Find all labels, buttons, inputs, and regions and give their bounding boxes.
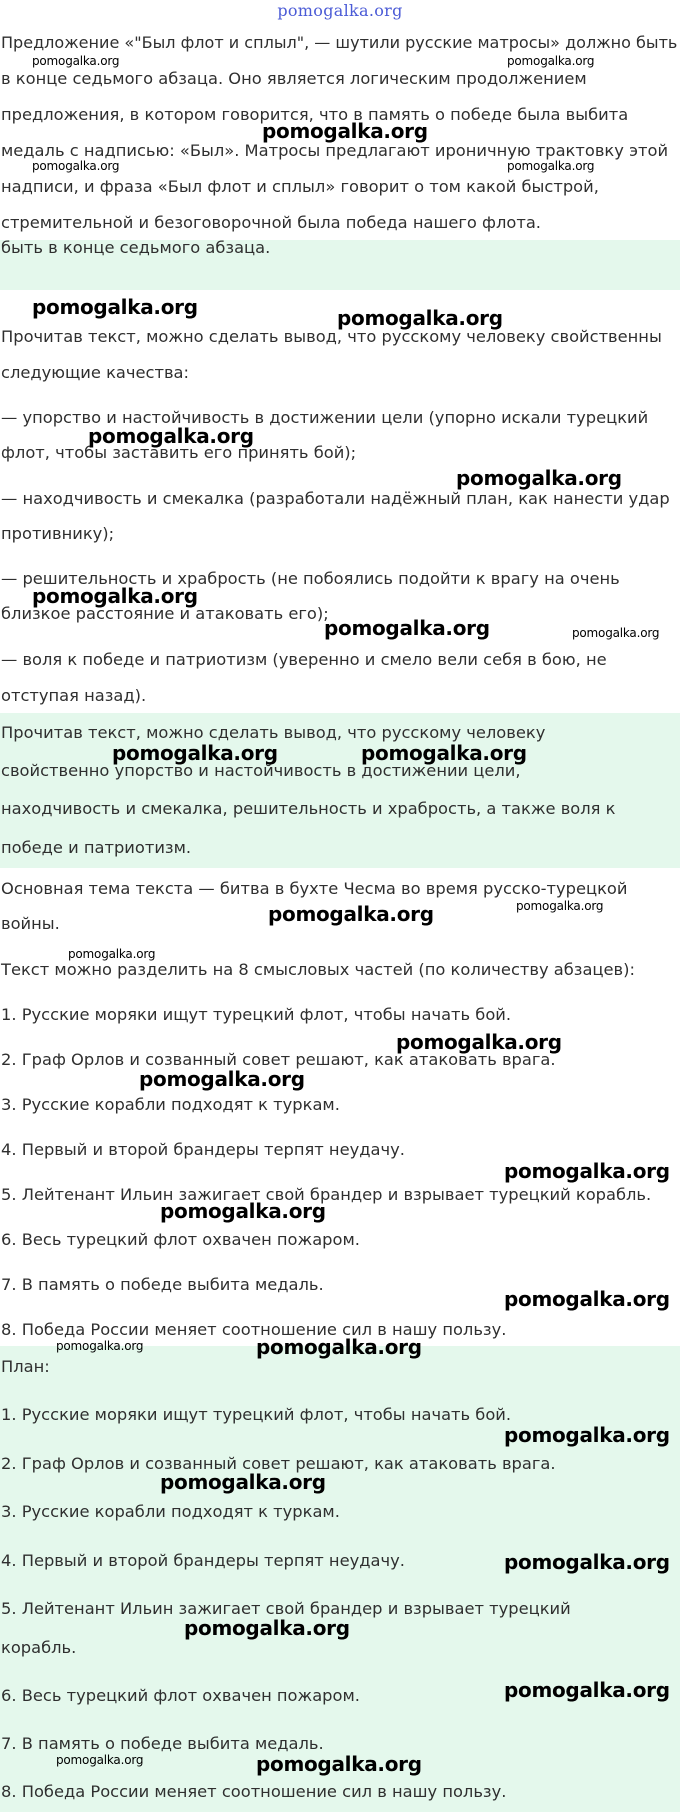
list-item: 4. Первый и второй брандеры терпят неудачу.: [1, 1140, 405, 1159]
watermark: pomogalka.org: [456, 466, 622, 490]
watermark: pomogalka.org: [139, 1067, 305, 1091]
watermark: pomogalka.org: [504, 1678, 670, 1702]
paragraph-line: следующие качества:: [1, 363, 190, 382]
watermark: pomogalka.org: [56, 1753, 144, 1767]
list-item: противнику);: [1, 524, 115, 543]
answer-text: находчивость и смекалка, решительность и храбрость, а также воля к: [1, 799, 616, 818]
paragraph-line: Основная тема текста — битва в бухте Чесма во время русско-турецкой: [1, 879, 628, 898]
plan-item: 6. Весь турецкий флот охвачен пожаром.: [1, 1686, 360, 1705]
watermark: pomogalka.org: [88, 424, 254, 448]
list-item: — решительность и храбрость (не побоялись подойти к врагу на очень: [1, 569, 620, 588]
paragraph-line: Прочитав текст, можно сделать вывод, что русскому человеку свойственны: [1, 327, 662, 346]
watermark: pomogalka.org: [396, 1030, 562, 1054]
paragraph-line: стремительной и безоговорочной была победа нашего флота.: [1, 213, 541, 232]
plan-item: корабль.: [1, 1638, 77, 1657]
watermark: pomogalka.org: [504, 1159, 670, 1183]
watermark: pomogalka.org: [361, 741, 527, 765]
plan-item: 2. Граф Орлов и созванный совет решают, как атаковать врага.: [1, 1454, 556, 1473]
watermark: pomogalka.org: [504, 1423, 670, 1447]
list-item: 5. Лейтенант Ильин зажигает свой брандер и взрывает турецкий корабль.: [1, 1185, 652, 1204]
watermark: pomogalka.org: [32, 54, 120, 68]
watermark: pomogalka.org: [32, 295, 198, 319]
plan-item: 4. Первый и второй брандеры терпят неудачу.: [1, 1551, 405, 1570]
watermark: pomogalka.org: [160, 1470, 326, 1494]
plan-heading: План:: [1, 1357, 50, 1376]
watermark: pomogalka.org: [504, 1287, 670, 1311]
paragraph-line: предложения, в котором говорится, что в память о победе была выбита: [1, 105, 629, 124]
paragraph-line: медаль с надписью: «Был». Матросы предлагают ироничную трактовку этой: [1, 141, 669, 160]
paragraph-line: войны.: [1, 914, 60, 933]
watermark: pomogalka.org: [256, 1335, 422, 1359]
watermark: pomogalka.org: [504, 1550, 670, 1574]
list-item: 6. Весь турецкий флот охвачен пожаром.: [1, 1230, 360, 1249]
watermark: pomogalka.org: [184, 1616, 350, 1640]
plan-item: 7. В память о победе выбита медаль.: [1, 1734, 324, 1753]
answer-text: победе и патриотизм.: [1, 838, 192, 857]
watermark: pomogalka.org: [268, 902, 434, 926]
list-item: 7. В память о победе выбита медаль.: [1, 1275, 324, 1294]
plan-item: 1. Русские моряки ищут турецкий флот, чтобы начать бой.: [1, 1405, 512, 1424]
list-item: 8. Победа России меняет соотношение сил в нашу пользу.: [1, 1320, 507, 1339]
plan-item: 8. Победа России меняет соотношение сил в нашу пользу.: [1, 1782, 507, 1801]
plan-item: 5. Лейтенант Ильин зажигает свой брандер и взрывает турецкий: [1, 1599, 571, 1618]
watermark: pomogalka.org: [160, 1199, 326, 1223]
list-item: флот, чтобы заставить его принять бой);: [1, 443, 357, 462]
watermark: pomogalka.org: [262, 119, 428, 143]
watermark: pomogalka.org: [56, 1339, 144, 1353]
watermark: pomogalka.org: [507, 54, 595, 68]
watermark: pomogalka.org: [324, 616, 490, 640]
list-item: близкое расстояние и атаковать его);: [1, 604, 329, 623]
list-item: 3. Русские корабли подходят к туркам.: [1, 1095, 340, 1114]
list-item: — находчивость и смекалка (разработали надёжный план, как нанести удар: [1, 489, 670, 508]
watermark: pomogalka.org: [112, 741, 278, 765]
watermark: pomogalka.org: [32, 584, 198, 608]
list-item: 2. Граф Орлов и созванный совет решают, как атаковать врага.: [1, 1050, 556, 1069]
list-item: 1. Русские моряки ищут турецкий флот, чтобы начать бой.: [1, 1005, 512, 1024]
watermark: pomogalka.org: [32, 159, 120, 173]
watermark: pomogalka.org: [507, 159, 595, 173]
list-item: отступая назад).: [1, 686, 147, 705]
watermark: pomogalka.org: [572, 626, 660, 640]
site-title[interactable]: pomogalka.org: [277, 1, 403, 20]
plan-item: 3. Русские корабли подходят к туркам.: [1, 1502, 340, 1521]
answer-text: Прочитав текст, можно сделать вывод, что русскому человеку: [1, 723, 546, 742]
list-item: — упорство и настойчивость в достижении цели (упорно искали турецкий: [1, 408, 649, 427]
paragraph-line: надписи, и фраза «Был флот и сплыл» говорит о том какой быстрой,: [1, 177, 599, 196]
answer-text: свойственно упорство и настойчивость в достижении цели,: [1, 761, 521, 780]
paragraph-line: Предложение «"Был флот и сплыл", — шутили русские матросы» должно быть: [1, 33, 678, 52]
watermark: pomogalka.org: [68, 947, 156, 961]
watermark: pomogalka.org: [256, 1752, 422, 1776]
answer-text: быть в конце седьмого абзаца.: [1, 238, 271, 257]
paragraph-line: Текст можно разделить на 8 смысловых частей (по количеству абзацев):: [1, 960, 635, 979]
watermark: pomogalka.org: [337, 306, 503, 330]
watermark: pomogalka.org: [516, 899, 604, 913]
paragraph-line: в конце седьмого абзаца. Оно является логическим продолжением: [1, 69, 587, 88]
list-item: — воля к победе и патриотизм (уверенно и смело вели себя в бою, не: [1, 650, 607, 669]
